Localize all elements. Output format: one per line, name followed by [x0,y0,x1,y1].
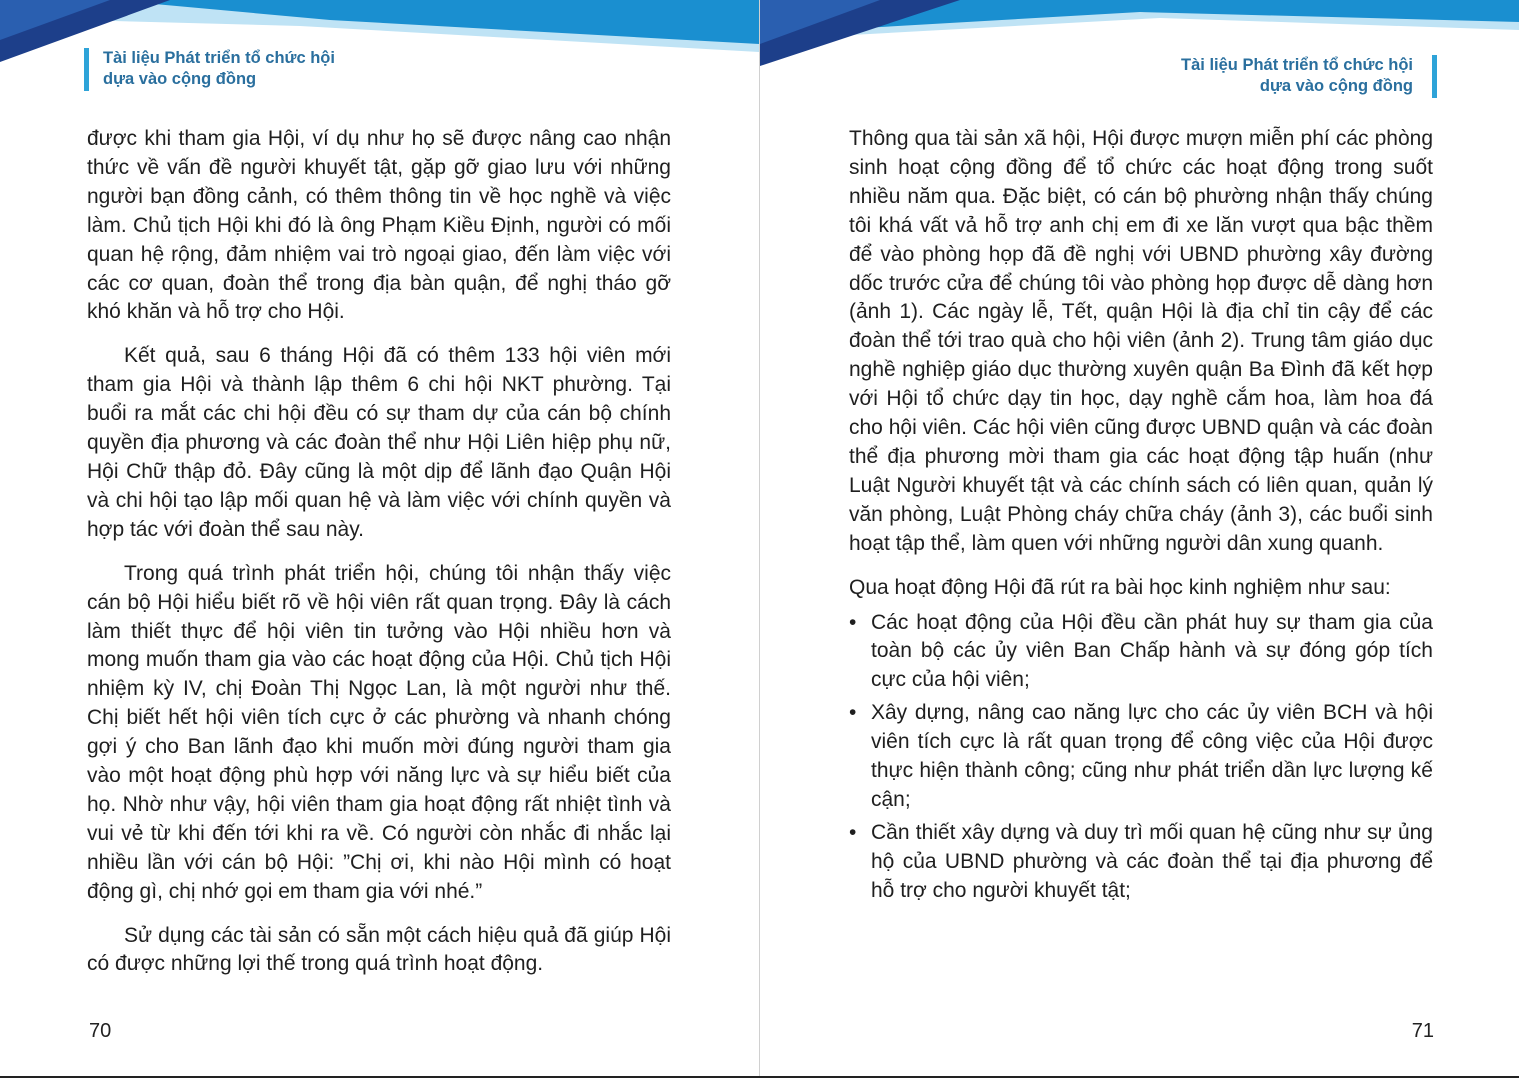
list-item-text: Xây dựng, nâng cao năng lực cho các ủy viên BCH và hội viên tích cực là rất quan trọng để công việc của Hội được thực hiện thành công; cũng như phát triển dần lực lượng kế cận; [871,701,1433,811]
bullet-marker: • [849,610,857,634]
running-header [1181,55,1413,97]
bullet-marker: • [849,820,857,844]
paragraph: được khi tham gia Hội, ví dụ như họ sẽ được nâng cao nhận thức về vấn đề người khuyết tật, gặp gỡ giao lưu với những người bạn đồng cảnh, có thêm thông tin về học nghề và việc làm. Chủ tịch Hội khi đó là ông Phạm Kiều Định, người có mối quan hệ rộng, đảm nhiệm vai trò ngoại giao, đến làm việc với các cơ quan, đoàn thể trong địa bàn quận, để nghị tháo gỡ khó khăn và hỗ trợ cho Hội. [87,127,671,324]
paragraph: Sử dụng các tài sản có sẵn một cách hiệu quả đã giúp Hội có được những lợi thế trong quá trình hoạt động. [87,923,671,976]
running-header-line-1: Tài liệu Phát triển tổ chức hội [1181,56,1413,74]
running-header-line-2: dựa vào cộng đồng [1259,77,1413,95]
paragraph: Thông qua tài sản xã hội, Hội được mượn miễn phí các phòng sinh hoạt cộng đồng để tổ chức các hoạt động trong suốt nhiều năm qua. Đặc biệt, có cán bộ phường nhận thấy chúng tôi khá vất vả hỗ trợ anh chị em đi xe lăn vượt qua bậc thềm để vào phòng họp đã đề nghị với UBND phường xây đường dốc trước cửa để chúng tôi vào phòng họp được dễ dàng hơn (ảnh 1). Các ngày lễ, Tết, quận Hội là địa chỉ tin cậy để các đoàn thể tới trao quà cho hội viên (ảnh 2). Trung tâm giáo dục nghề nghiệp giáo dục thường xuyên quận Ba Đình đã kết hợp với Hội tổ chức dạy tin học, dạy nghề cắm hoa, làm hoa đá cho hội viên. Các hội viên cũng được UBND quận và các đoàn thể địa phương mời tham gia các hoạt động tập huấn (như Luật Người khuyết tật và các chính sách có liên quan, quản lý văn phòng, Luật Phòng cháy chữa cháy (ảnh 3), các buổi sinh hoạt tập thể, làm quen với những người dân xung quanh. [849,127,1433,555]
list-item [849,609,1433,696]
running-header-line-2: dựa vào cộng đồng [103,70,257,88]
right-page [760,0,1519,1078]
page-number: 71 [1411,1020,1434,1042]
list-item [849,819,1433,906]
paragraph: Kết quả, sau 6 tháng Hội đã có thêm 133 hội viên mới tham gia Hội và thành lập thêm 6 chi hội NKT phường. Tại buổi ra mắt các chi hội đều có sự tham dự của cán bộ chính quyền địa phương và các đoàn thể như Hội Liên hiệp phụ nữ, Hội Chữ thập đỏ. Đây cũng là một dịp để lãnh đạo Quận Hội và chi hội tạo lập mối quan hệ và làm việc với chính quyền và hợp tác với đoàn thể sau này. [87,344,671,541]
header-accent-bar [1432,55,1437,98]
paragraph: Trong quá trình phát triển hội, chúng tôi nhận thấy việc cán bộ Hội hiểu biết rõ về hội viên rất quan trọng. Đây là cách làm thiết thực để hội viên tin tưởng vào Hội nhiều hơn và mong muốn tham gia vào các hoạt động của Hội. Chủ tịch Hội nhiệm kỳ IV, chị Đoàn Thị Ngọc Lan, là một người như thế. Chị biết hết hội viên tích cực ở các phường và nhanh chóng gợi ý cho Ban lãnh đạo khi muốn mời đúng người tham gia vào một hoạt động phù hợp với năng lực và sự hiểu biết của họ. Nhờ như vậy, hội viên tham gia hoạt động rất nhiệt tình và vui vẻ từ khi đến tới khi ra về. Có người còn nhắc đi nhắc lại nhiều lần với cán bộ Hội: ”Chị ơi, khi nào Hội mình có hoạt động gì, chị nhớ gọi em tham gia với nhé.” [87,561,671,903]
list-item [849,699,1433,815]
list-item-text: Cần thiết xây dựng và duy trì mối quan hệ cũng như sự ủng hộ của UBND phường và các đoàn thể tại địa phương để hỗ trợ cho người khuyết tật; [871,820,1433,902]
running-header-line-1: Tài liệu Phát triển tổ chức hội [103,49,335,67]
list-item-text: Các hoạt động của Hội đều cần phát huy sự tham gia của toàn bộ các ủy viên Ban Chấp hành và sự đóng góp tích cực của hội viên; [871,610,1433,692]
lessons-list [849,609,1433,906]
header-accent-bar [84,48,89,91]
running-header [103,48,335,90]
bullet-marker: • [849,701,857,725]
page-number: 70 [89,1020,112,1042]
left-body-text [87,125,671,994]
lessons-intro: Qua hoạt động Hội đã rút ra bài học kinh nghiệm như sau: [849,575,1391,599]
left-page [0,0,759,1078]
right-body-text [849,125,1433,910]
